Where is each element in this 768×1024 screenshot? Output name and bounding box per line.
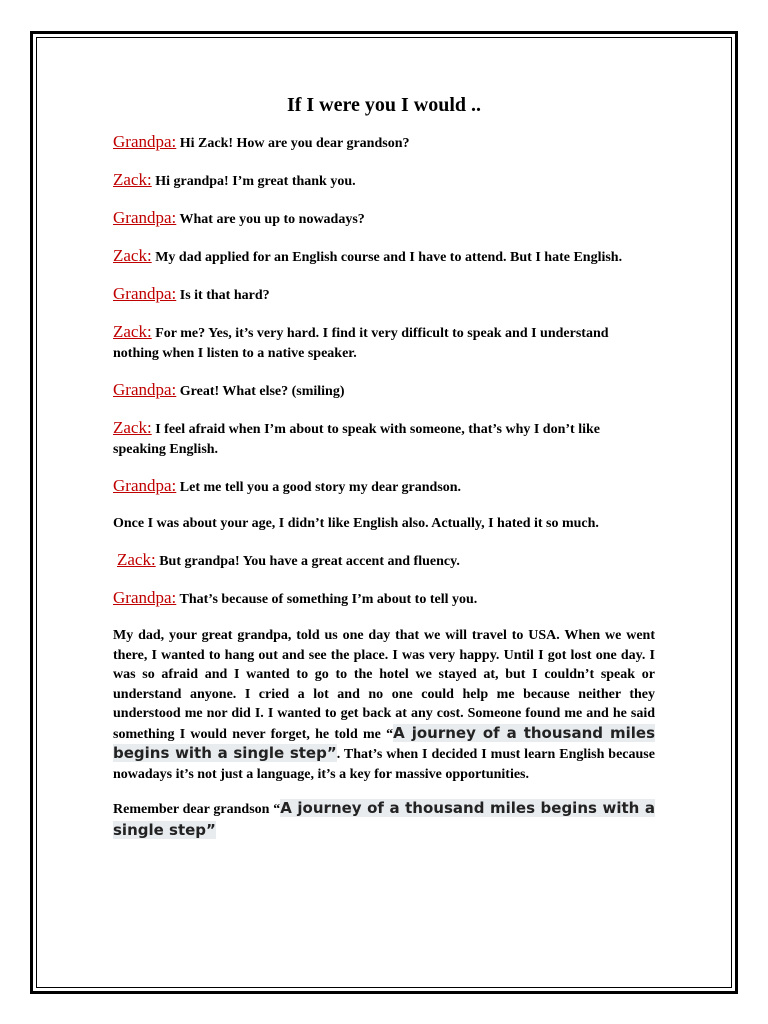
document-title: If I were you I would .. <box>286 94 482 116</box>
speaker-name: Grandpa: <box>113 380 177 399</box>
dialogue-text: Hi Zack! How are you dear grandson? <box>176 136 410 151</box>
dialogue-text: For me? Yes, it’s very hard. I find it very difficult to speak and I understand nothing when I listen to a native speaker. <box>113 326 609 361</box>
dialogue-line <box>113 132 655 154</box>
speaker-name: Zack: <box>117 550 156 569</box>
dialogue-text: But grandpa! You have a great accent and fluency. <box>155 554 460 569</box>
speaker-name: Zack: <box>113 170 152 189</box>
narration-line: Once I was about your age, I didn’t like English also. Actually, I hated it so much. <box>113 516 599 531</box>
dialogue-line <box>113 418 655 460</box>
highlighted-quote: A journey of a thousand miles begins with a single step” <box>113 723 655 762</box>
dialogue-text: Is it that hard? <box>176 288 270 303</box>
dialogue-text: I feel afraid when I’m about to speak with someone, that’s why I don’t like speaking English. <box>113 422 600 457</box>
speaker-name: Zack: <box>113 418 152 437</box>
speaker-name: Grandpa: <box>113 476 177 495</box>
dialogue-text: Hi grandpa! I’m great thank you. <box>151 174 356 189</box>
dialogue-line <box>113 322 655 364</box>
dialogue-text: What are you up to nowadays? <box>176 212 365 227</box>
story-paragraph <box>113 626 655 784</box>
dialogue-text: Great! What else? (smiling) <box>176 384 345 399</box>
dialogue-line <box>113 550 655 572</box>
dialogue-line <box>113 284 655 306</box>
speaker-name: Grandpa: <box>113 284 177 303</box>
dialogue-line <box>113 380 655 402</box>
dialogue-line <box>113 170 655 192</box>
document-body <box>113 92 655 842</box>
speaker-name: Zack: <box>113 246 152 265</box>
dialogue-line <box>113 208 655 230</box>
closing-paragraph <box>113 798 655 842</box>
dialogue-line <box>113 246 655 268</box>
dialogue-line <box>113 588 655 610</box>
closing-text: Remember dear grandson “ <box>113 802 281 817</box>
speaker-name: Grandpa: <box>113 132 177 151</box>
speaker-name: Grandpa: <box>113 588 177 607</box>
dialogue-text: My dad applied for an English course and I have to attend. But I hate English. <box>151 250 623 265</box>
story-text: . That’s when I decided I must learn English because nowadays it’s not just a language, it’s a key for massive opportunities. <box>113 747 655 782</box>
speaker-name: Grandpa: <box>113 208 177 227</box>
dialogue-line <box>113 476 655 498</box>
dialogue-text: That’s because of something I’m about to tell you. <box>176 592 478 607</box>
story-text: My dad, your great grandpa, told us one day that we will travel to USA. When we went there, I wanted to hang out and see the place. I was very happy. Until I got lost one day. I was so afraid and I wanted to go to the hotel we stayed at, but I couldn’t speak or understand anyone. I cried a lot and no one could help me because neither they understood me nor did I. I wanted to get back at any cost. Someone found me and he said something I would never forget, he told me “ <box>113 628 655 742</box>
highlighted-quote: A journey of a thousand miles begins with a single step” <box>113 799 655 839</box>
speaker-name: Zack: <box>113 322 152 341</box>
dialogue-text: Let me tell you a good story my dear grandson. <box>176 480 462 495</box>
